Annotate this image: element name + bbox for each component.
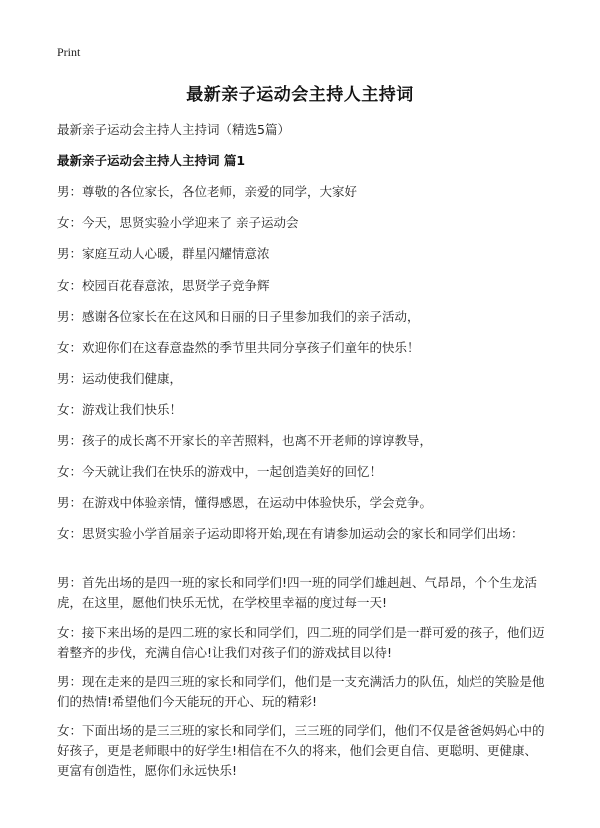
dialogue-line: 男：现在走来的是四三班的家长和同学们，他们是一支充满活力的队伍，灿烂的笑脸是他们的热情!希望他们今天能玩的开心、玩的精彩!: [57, 674, 545, 709]
dialogue-line: 女：今天，思贤实验小学迎来了 亲子运动会: [57, 215, 299, 230]
dialogue-line: 男：感谢各位家长在在这风和日丽的日子里参加我们的亲子活动，: [57, 309, 420, 324]
dialogue-line: 男：在游戏中体验亲情，懂得感恩，在运动中体验快乐，学会竞争。: [57, 495, 433, 510]
dialogue-line: 女：今天就让我们在快乐的游戏中，一起创造美好的回忆！: [57, 464, 383, 479]
dialogue-line: 男：孩子的成长离不开家长的辛苦照料，也离不开老师的谆谆教导，: [57, 433, 433, 448]
print-label: Print: [57, 45, 81, 59]
dialogue-line: 女：校园百花春意浓，思贤学子竞争辉: [57, 278, 270, 293]
dialogue-line: 女：游戏让我们快乐！: [57, 402, 183, 417]
section-heading: 最新亲子运动会主持人主持词 篇1: [57, 153, 246, 168]
dialogue-line: 男：尊敬的各位家长，各位老师，亲爱的同学，大家好: [57, 184, 358, 199]
dialogue-line: 女：下面出场的是三三班的家长和同学们，三三班的同学们，他们不仅是爸爸妈妈心中的好孩子，更是老师眼中的好学生!相信在不久的将来，他们会更自信、更聪明、更健康、更富有创造性，愿你们永远快乐!: [57, 723, 545, 778]
dialogue-line: 男：首先出场的是四一班的家长和同学们!四一班的同学们雄赳赳、气昂昂，个个生龙活虎，在这里，愿他们快乐无忧，在学校里幸福的度过每一天!: [57, 575, 538, 610]
dialogue-line: 男：家庭互动人心暖，群星闪耀情意浓: [57, 246, 270, 261]
document-title: 最新亲子运动会主持人主持词: [186, 85, 414, 105]
dialogue-line: 女：思贤实验小学首届亲子运动即将开始,现在有请参加运动会的家长和同学们出场：: [57, 526, 524, 541]
dialogue-line: 女：接下来出场的是四二班的家长和同学们，四二班的同学们是一群可爱的孩子，他们迈着整齐的步伐，充满自信心!让我们对孩子们的游戏拭目以待!: [57, 625, 545, 660]
dialogue-line: 女：欢迎你们在这春意盎然的季节里共同分享孩子们童年的快乐！: [57, 340, 420, 355]
document-subtitle: 最新亲子运动会主持人主持词（精选5篇）: [57, 122, 290, 137]
dialogue-line: 男：运动使我们健康，: [57, 371, 183, 386]
